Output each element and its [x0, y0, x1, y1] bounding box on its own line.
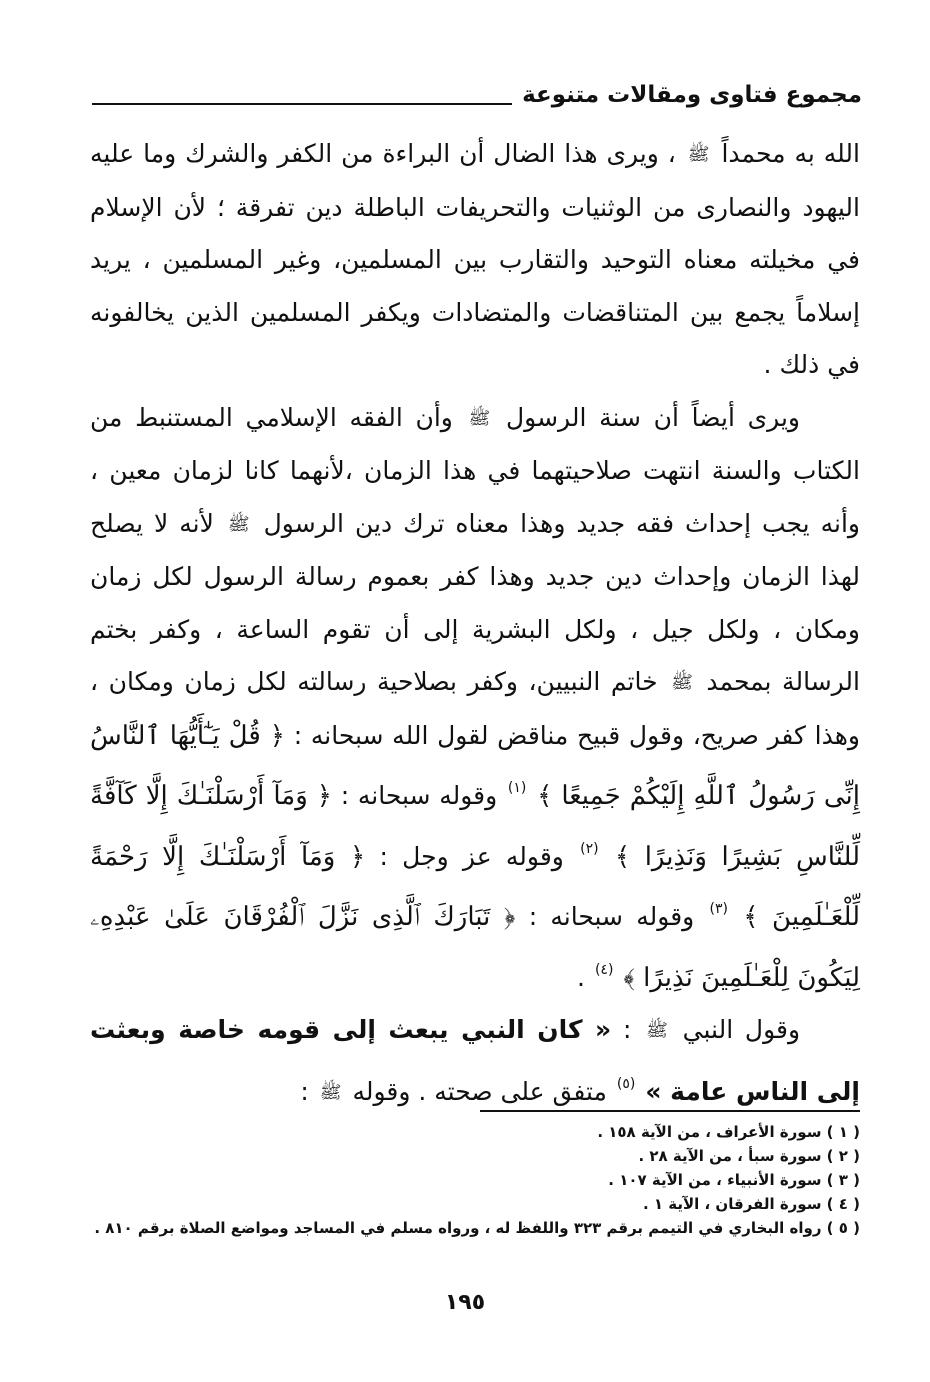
footnote-5: ( ٥ ) رواه البخاري في التيمم برقم ٣٢٣ واللفظ له ، ورواه مسلم في المساجد ومواضع الصلاة برقم ٨١٠ . [94, 1219, 860, 1237]
salutation-glyph: ﷺ [468, 407, 491, 429]
footnote-ref: (٥) [616, 1075, 636, 1092]
quran-verse: ﴿ وَمَآ أَرْسَلْنَـٰكَ إِلَّا رَحْمَةً لِّلْعَـٰلَمِينَ ﴾ [90, 841, 860, 932]
footnote-2: ( ٢ ) سورة سبأ ، من الآية ٢٨ . [638, 1147, 860, 1165]
text-run: . [577, 962, 585, 992]
text-run: : [300, 1076, 309, 1106]
salutation-glyph: ﷺ [687, 144, 710, 165]
header-rule [92, 103, 512, 105]
quran-verse: ﴿ قُلْ يَـٰٓأَيُّهَا ٱلنَّاسُ إِنِّى رَسُولُ ٱللَّهِ إِلَيْكُمْ جَمِيعًا ﴾ [90, 720, 861, 811]
text-run: الله به محمداً [721, 139, 860, 168]
footnote-rule [480, 1110, 860, 1112]
text-run: : [622, 1015, 632, 1044]
text-run: وقوله سبحانه : [340, 781, 498, 810]
salutation-glyph: ﷺ [646, 1020, 668, 1041]
paragraph-1 [90, 128, 860, 392]
salutation-glyph: ﷺ [671, 672, 693, 693]
footnote-4: ( ٤ ) سورة الفرقان ، الآية ١ . [642, 1195, 860, 1213]
running-title: مجموع فتاوى ومقالات متنوعة [522, 82, 862, 108]
footnote-ref: (١) [507, 780, 527, 796]
text-run: وقوله سبحانه : [528, 902, 695, 931]
quran-verse: ﴿ وَمَآ أَرْسَلْنَـٰكَ إِلَّا كَآفَّةً لِّلنَّاسِ بَشِيرًا وَنَذِيرًا ﴾ [90, 781, 861, 872]
salutation-glyph: ﷺ [227, 513, 250, 535]
text-run: وأن الفقه الإسلامي المستنبط من الكتاب والسنة انتهت صلاحيتهما في هذا الزمان ،لأنهما كانا لزمان معين ، وأنه يجب إحداث فقه جديد وهذا معناه ترك دين الرسول [90, 402, 860, 538]
text-run: خاتم النبيين، وكفر بصلاحية رسالته لكل زمان ومكان ، وهذا كفر صريح، وقول قبيح مناقض لقول الله سبحانه : [90, 667, 860, 750]
paragraph-2 [90, 392, 860, 1005]
footnote-3: ( ٣ ) سورة الأنبياء ، من الآية ١٠٧ . [608, 1171, 860, 1189]
footnote-ref: (٤) [594, 961, 614, 978]
text-run: وقوله عز وجل : [379, 841, 564, 871]
footnotes [90, 1120, 860, 1240]
running-header [92, 70, 862, 110]
footnote-ref: (٢) [580, 840, 599, 857]
text-run: متفق على صحته . وقوله [352, 1076, 607, 1106]
salutation-glyph: ﷺ [319, 1081, 342, 1103]
hadith-quote: « كان النبي يبعث إلى قومه خاصة وبعثت إلى الناس عامة » [90, 1015, 860, 1106]
text-run: ويرى أيضاً أن سنة الرسول [506, 402, 800, 432]
text-run: ، ويرى هذا الضال أن البراءة من الكفر والشرك وما عليه اليهود والنصارى من الوثنيات والتحريفات الباطلة دين تفرقة ؛ لأن الإسلام في مخيلته معناه التوحيد والتقارب بين المسلمين، وغير المسلمين ، يريد إسلاماً يجمع بين المتناقضات والمتضادات ويكفر المسلمين الذين يخالفونه في ذلك . [90, 139, 860, 379]
text-run: وقول النبي [682, 1015, 801, 1044]
main-text [90, 128, 860, 1119]
paragraph-3 [90, 1004, 860, 1119]
footnote-1: ( ١ ) سورة الأعراف ، من الآية ١٥٨ . [597, 1123, 860, 1141]
footnote-ref: (٣) [709, 901, 728, 917]
page-number: ١٩٥ [444, 1290, 486, 1315]
text-run: لأنه لا يصلح لهذا الزمان وإحداث دين جديد وهذا كفر بعموم رسالة الرسول لكل زمان ومكان ، ولكل جيل ، ولكل البشرية إلى أن تقوم الساعة ، وكفر بختم الرسالة بمحمد [90, 508, 861, 696]
quran-verse: ﴿ تَبَارَكَ ٱلَّذِى نَزَّلَ ٱلْفُرْقَانَ عَلَىٰ عَبْدِهِۦ لِيَكُونَ لِلْعَـٰلَمِينَ نَذِيرًا ﴾ [90, 902, 860, 993]
